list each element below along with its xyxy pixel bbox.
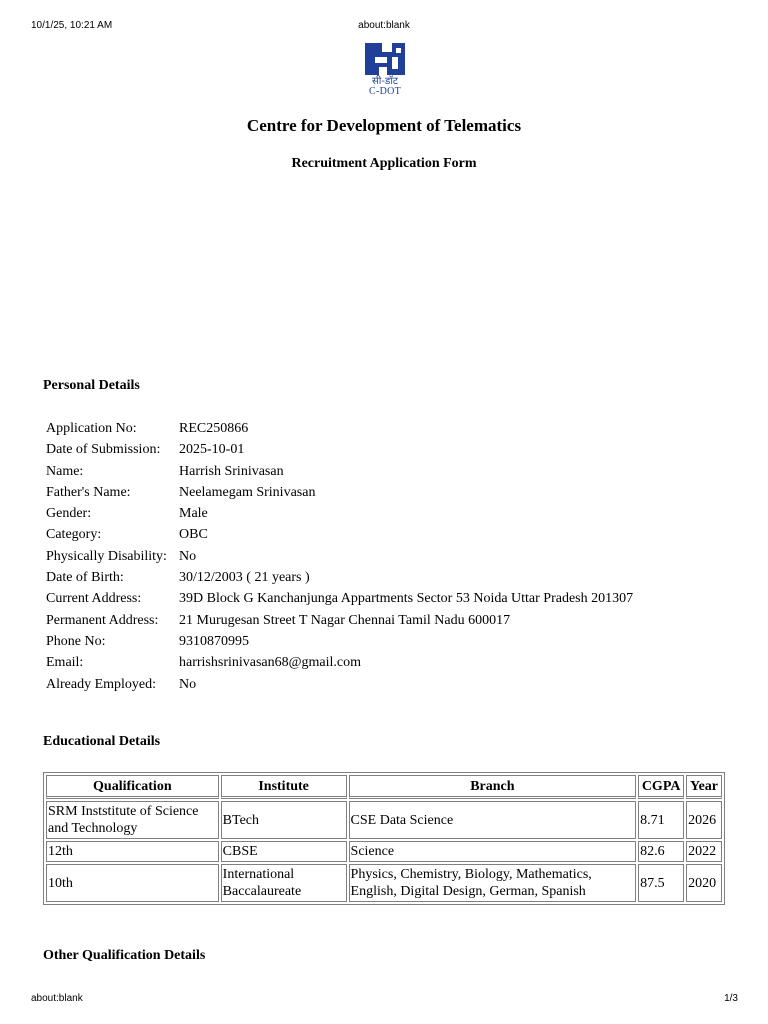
page-number: 1/3 [724,993,738,1004]
other-qualification-heading: Other Qualification Details [43,948,206,963]
cell-institute: International Baccalaureate [221,864,347,902]
print-url: about:blank [358,20,410,31]
cell-qualification: SRM Inststitute of Science and Technology [46,801,219,839]
field-label: Physically Disability: [46,548,167,564]
cell-branch: Physics, Chemistry, Biology, Mathematics, English, Digital Design, German, Spanish [349,864,637,902]
field-label: Name: [46,463,84,479]
logo-latin-text: C-DOT [368,86,402,97]
column-header-branch: Branch [349,775,637,799]
cell-institute: BTech [221,801,347,839]
personal-details-table [43,417,636,696]
form-title: Recruitment Application Form [291,156,477,171]
field-value: REC250866 [179,421,249,436]
table-row [45,462,634,481]
table-row [45,632,634,651]
table-row [45,504,634,523]
field-label: Category: [46,527,102,543]
table-row [45,568,634,587]
personal-details-heading: Personal Details [43,378,140,393]
field-label: Father's Name: [46,484,131,500]
footer-url: about:blank [31,993,83,1004]
field-label: Date of Submission: [46,442,161,458]
table-row [45,675,634,694]
field-value: 30/12/2003 ( 21 years ) [179,570,310,586]
field-value: No [179,676,197,692]
educational-details-heading: Educational Details [43,734,161,749]
field-value: 39D Block G Kanchanjunga Appartments Sector 53 Noida Uttar Pradesh 201307 [179,591,634,607]
cell-year: 2026 [686,801,722,839]
field-label: Email: [46,655,84,671]
table-row [45,547,634,566]
column-header-cgpa: CGPA [638,775,684,799]
table-row [45,611,634,630]
field-value: 2025-10-01 [179,442,245,458]
print-datetime: 10/1/25, 10:21 AM [31,20,113,31]
table-header-row [46,775,722,799]
table-row [45,525,634,544]
table-row [45,653,634,672]
field-label: Already Employed: [46,676,157,692]
field-value: Male [179,506,208,522]
column-header-year: Year [686,775,722,799]
table-row [46,864,722,902]
field-value: 21 Murugesan Street T Nagar Chennai Tamil Nadu 600017 [179,612,511,628]
org-title: Centre for Development of Telematics [246,116,522,135]
cell-qualification: 12th [46,841,219,862]
cell-year: 2020 [686,864,722,902]
cell-branch: Science [349,841,637,862]
cell-qualification: 10th [46,864,219,902]
table-row [45,589,634,608]
column-header-qualification: Qualification [46,775,219,799]
cell-institute: CBSE [221,841,347,862]
cdot-logo [362,43,408,97]
field-label: Date of Birth: [46,570,124,586]
field-label: Permanent Address: [46,612,159,628]
table-row [45,483,634,502]
field-value: No [179,548,197,564]
cell-year: 2022 [686,841,722,862]
table-row [45,419,634,438]
cell-cgpa: 8.71 [638,801,684,839]
cell-branch: CSE Data Science [349,801,637,839]
table-row [45,440,634,459]
field-value: OBC [179,527,208,543]
field-label: Application No: [46,421,137,436]
table-row [46,841,722,862]
field-label: Gender: [46,506,92,522]
field-value: Harrish Srinivasan [179,463,284,479]
column-header-institute: Institute [221,775,347,799]
table-row [46,801,722,839]
cell-cgpa: 82.6 [638,841,684,862]
cell-cgpa: 87.5 [638,864,684,902]
educational-details-table [43,772,725,905]
field-label: Phone No: [46,633,106,649]
logo-hindi-text: सी-डॉट [372,76,398,87]
field-value: harrishsrinivasan68@gmail.com [179,655,362,671]
field-value: 9310870995 [179,633,249,649]
field-label: Current Address: [46,591,142,607]
field-value: Neelamegam Srinivasan [179,484,316,500]
cdot-logo-icon [365,43,405,75]
